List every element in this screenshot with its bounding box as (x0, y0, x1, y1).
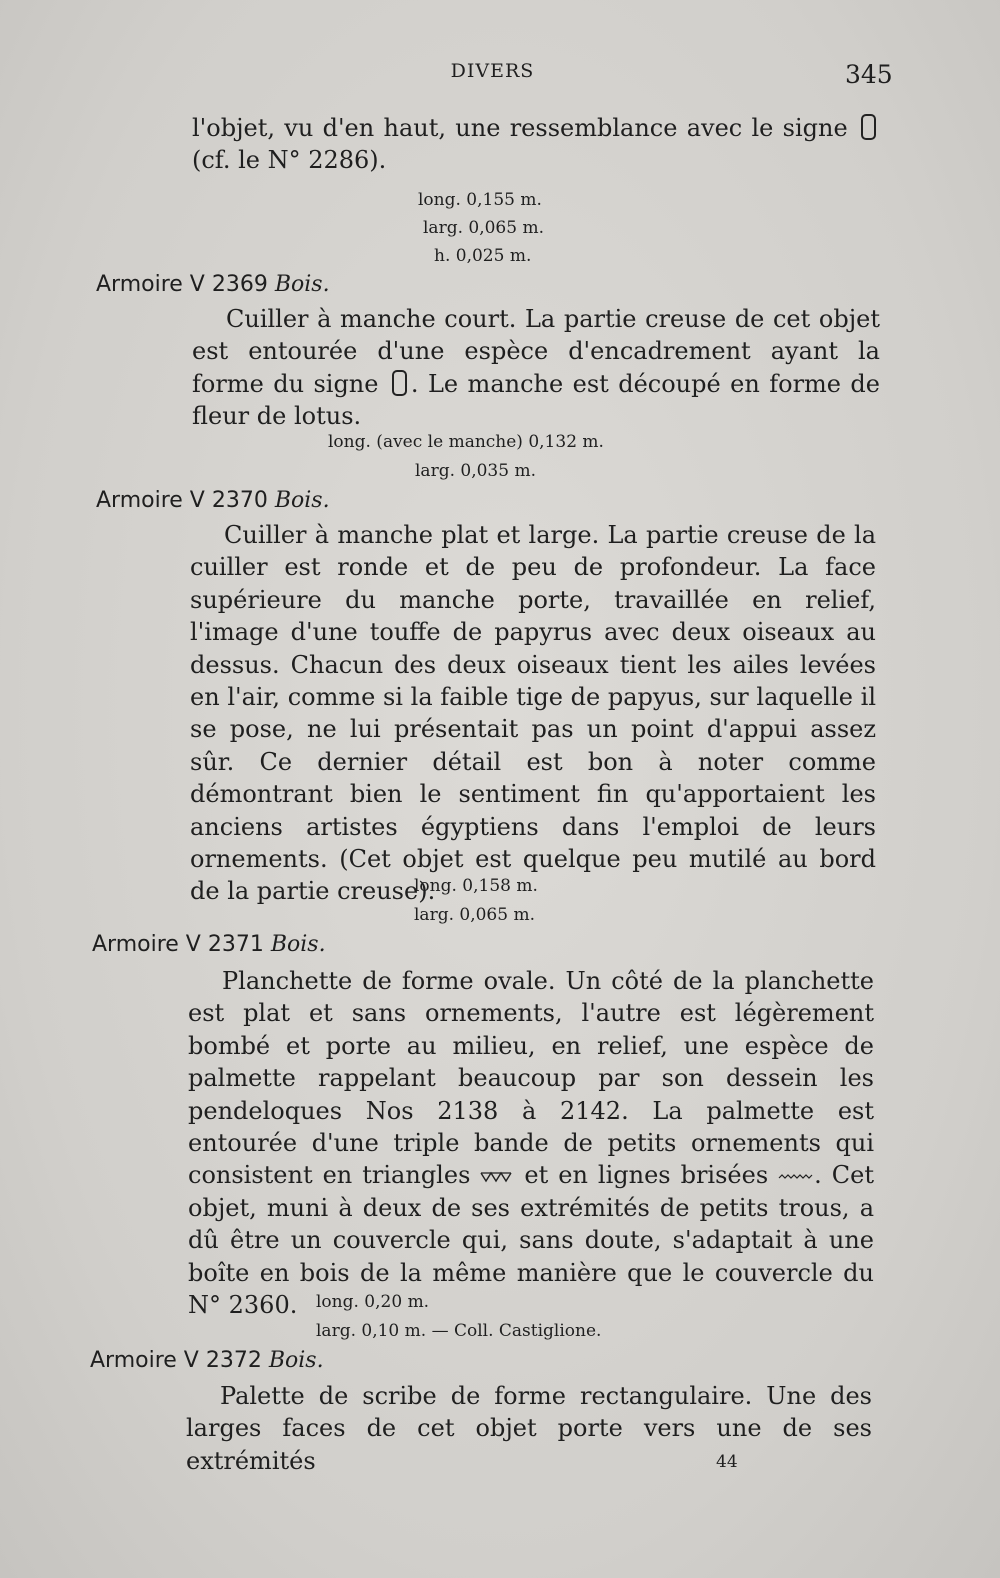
intro-measure-larg: larg. 0,065 m. (423, 218, 544, 238)
entry-text-part: Cuiller à manche plat et large. La partie creuse de la cuiller est ronde et de peu de profondeur. La face supérieure du manche porte, travaillée en relief, l'image d'une touffe de papyrus avec deux oiseaux au dessus. Chacun des deux oiseaux tient les ailes levées en l'air, comme si la faible tige de papyus, sur laquelle il se pose, ne lui présentait pas un point d'appui assez sûr. Ce dernier détail est bon à noter comme démontrant bien le sentiment fin qu'apportaient les anciens artistes égyptiens dans l'emploi de leurs ornements. (Cet objet est quelque peu mutilé au bord de la partie creuse). (190, 521, 876, 906)
entry-measure: larg. 0,065 m. (414, 905, 535, 925)
entry-measure: long. 0,20 m. (316, 1292, 430, 1312)
intro-measure-h: h. 0,025 m. (434, 246, 532, 266)
entry-heading-2371 (92, 932, 326, 957)
entry-heading-2370 (96, 488, 330, 513)
running-title: DIVERS (450, 60, 535, 82)
triangle-ornament-icon (480, 1171, 514, 1183)
entry-material: Bois. (270, 932, 326, 957)
entry-text-part: . Cet objet, muni à deux de ses extrémités de petits trous, a dû être un couvercle qui, sans doute, s'adaptait à une boîte en bois de la même manière que le couvercle du N° 2360. (188, 1161, 874, 1320)
cartouche-sign-icon (861, 114, 876, 140)
entry-heading-2372 (90, 1348, 324, 1373)
page-number: 345 (845, 60, 893, 89)
cartouche-sign-icon (392, 370, 407, 396)
entry-material: Bois. (274, 272, 330, 297)
entry-text-part: Palette de scribe de forme rectangulaire. Une des larges faces de cet objet porte vers une de ses extrémités (186, 1382, 872, 1475)
intro-paragraph (192, 112, 880, 177)
printer-signature: 44 (716, 1452, 738, 1472)
entry-heading-2369 (96, 272, 330, 297)
entry-text-2369 (192, 303, 880, 433)
entry-number: Armoire V 2372 (90, 1348, 262, 1373)
entry-number: Armoire V 2369 (96, 272, 268, 297)
intro-text-b: (cf. le N° 2286). (192, 146, 387, 175)
entry-text-2372 (186, 1380, 872, 1477)
entry-text-part: Cuiller à manche court. La partie creuse de cet objet est entourée d'une espèce d'encadrement ayant la forme du signe (192, 305, 880, 398)
entry-measure: long. 0,158 m. (414, 876, 538, 896)
entry-text-part: . Le manche est découpé en forme de fleur de lotus. (192, 369, 880, 431)
entry-text-part: et en lignes brisées (524, 1161, 769, 1190)
entry-number: Armoire V 2370 (96, 488, 268, 513)
zigzag-ornament-icon (778, 1172, 814, 1182)
entry-measure: larg. 0,10 m. — Coll. Castiglione. (316, 1321, 602, 1341)
entry-measure: larg. 0,035 m. (415, 461, 536, 481)
entry-text-part: Planchette de forme ovale. Un côté de la planchette est plat et sans ornements, l'autre est légèrement bombé et porte au milieu, en relief, une espèce de palmette rappelant beaucoup par son dessein les pendeloques Nos 2138 à 2142. La palmette est entourée d'une triple bande de petits ornements qui consistent en triangles (188, 967, 874, 1190)
intro-measure-long: long. 0,155 m. (418, 190, 542, 210)
entry-text-2371 (188, 965, 874, 1321)
entry-measure: long. (avec le manche) 0,132 m. (328, 432, 604, 452)
entry-material: Bois. (268, 1348, 324, 1373)
entry-material: Bois. (274, 488, 330, 513)
intro-text-a: l'objet, vu d'en haut, une ressemblance avec le signe (192, 114, 848, 142)
entry-text-2370 (190, 519, 876, 908)
entry-number: Armoire V 2371 (92, 932, 264, 957)
